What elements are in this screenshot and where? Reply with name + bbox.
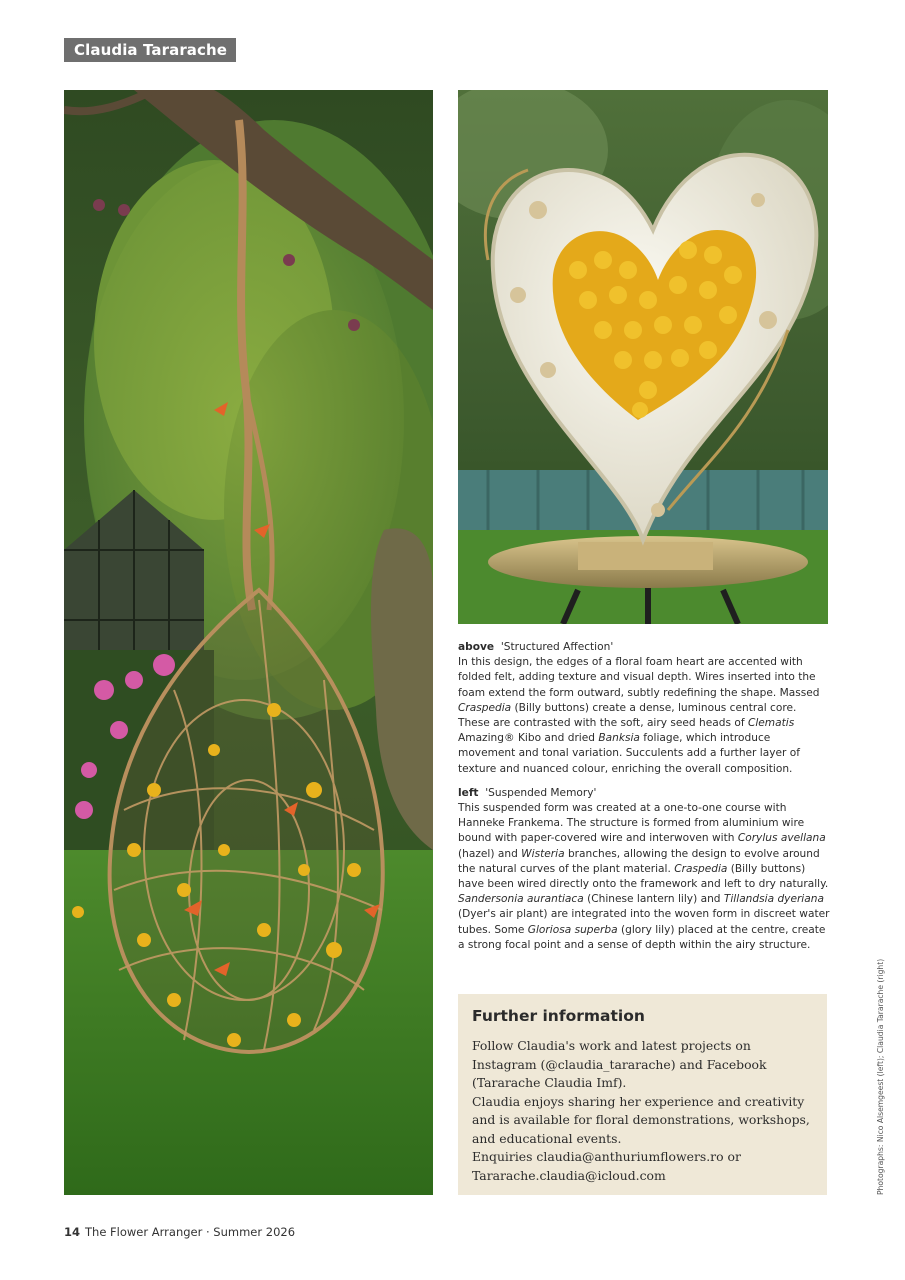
caption-left-heading [458, 786, 830, 801]
caption-above [458, 640, 830, 777]
suspended-memory-illustration [64, 90, 433, 1195]
caption-text: branches, allowing the design to evolve around the natural curves of the plant material. [458, 847, 820, 875]
further-information-box [458, 994, 827, 1195]
caption-left-body [458, 802, 829, 951]
caption-text: (Chinese lantern lily) and [583, 893, 724, 906]
structured-affection-illustration [458, 90, 828, 624]
caption-text: (Dyer's air plant) are integrated into the woven form in discreet water tubes. Some [458, 908, 830, 936]
caption-text: (Billy buttons) create a dense, luminous central core. These are contrasted with the soft, airy seed heads of [458, 701, 797, 730]
caption-above-body [458, 656, 820, 774]
info-paragraph-enquiries: Enquiries claudia@anthuriumflowers.ro or Tararache.claudia@icloud.com [472, 1149, 741, 1183]
caption-text: Amazing® Kibo and dried [458, 732, 599, 745]
botanical-name: Craspedia [674, 862, 728, 875]
photo-captions [458, 640, 830, 962]
botanical-name: Tillandsia dyeriana [723, 893, 824, 906]
botanical-name: Craspedia [458, 701, 512, 714]
info-paragraph-services: Claudia enjoys sharing her experience and creativity and is available for floral demonstrations, workshops, and educational events. [472, 1093, 810, 1146]
caption-text: foliage, which introduce movement and tonal variation. Succulents add a further layer of texture and nuanced colour, enriching the overall composition. [458, 732, 800, 775]
author-tag: Claudia Tararache [64, 38, 236, 62]
publication-name: The Flower Arranger · Summer 2026 [85, 1225, 296, 1239]
botanical-name: Wisteria [521, 847, 565, 860]
botanical-name: Banksia [598, 732, 640, 745]
structured-affection-photo [458, 90, 828, 624]
suspended-memory-photo [64, 90, 433, 1195]
botanical-name: Gloriosa superba [527, 923, 618, 936]
further-information-title: Further information [472, 1007, 645, 1025]
photo-credit: Photographs: Nico Alsemgeest (left); Claudia Tararache (right) [876, 958, 885, 1195]
caption-text: In this design, the edges of a floral foam heart are accented with folded felt, adding texture and visual depth. Wires inserted into the foam extend the form outward, subtly redefining the shape. Massed [458, 656, 820, 699]
caption-left [458, 786, 830, 953]
caption-left-position: left [458, 786, 479, 799]
info-paragraph-social: Follow Claudia's work and latest projects on Instagram (@claudia_tararache) and Facebook (Tararache Claudia Imf). [472, 1038, 767, 1090]
caption-above-title: 'Structured Affection' [500, 641, 614, 653]
botanical-name: Sandersonia aurantiaca [458, 893, 584, 906]
botanical-name: Corylus avellana [737, 832, 826, 845]
caption-above-heading [458, 640, 830, 655]
caption-left-title: 'Suspended Memory' [485, 786, 597, 799]
page-footer [64, 1225, 295, 1239]
caption-text: This suspended form was created at a one-to-one course with Hanneke Frankema. The structure is formed from aluminium wire bound with paper-covered wire and interwoven with [458, 802, 805, 845]
caption-text: (Billy buttons) have been wired directly onto the framework and left to dry naturally. [458, 862, 829, 891]
caption-text: (glory lily) placed at the centre, create a strong focal point and a sense of depth within the airy structure. [458, 923, 826, 951]
page-number: 14 [64, 1225, 81, 1239]
caption-text: (hazel) and [458, 847, 522, 860]
further-information-body [472, 1037, 813, 1185]
botanical-name: Clematis [747, 717, 795, 730]
caption-above-position: above [458, 641, 495, 653]
